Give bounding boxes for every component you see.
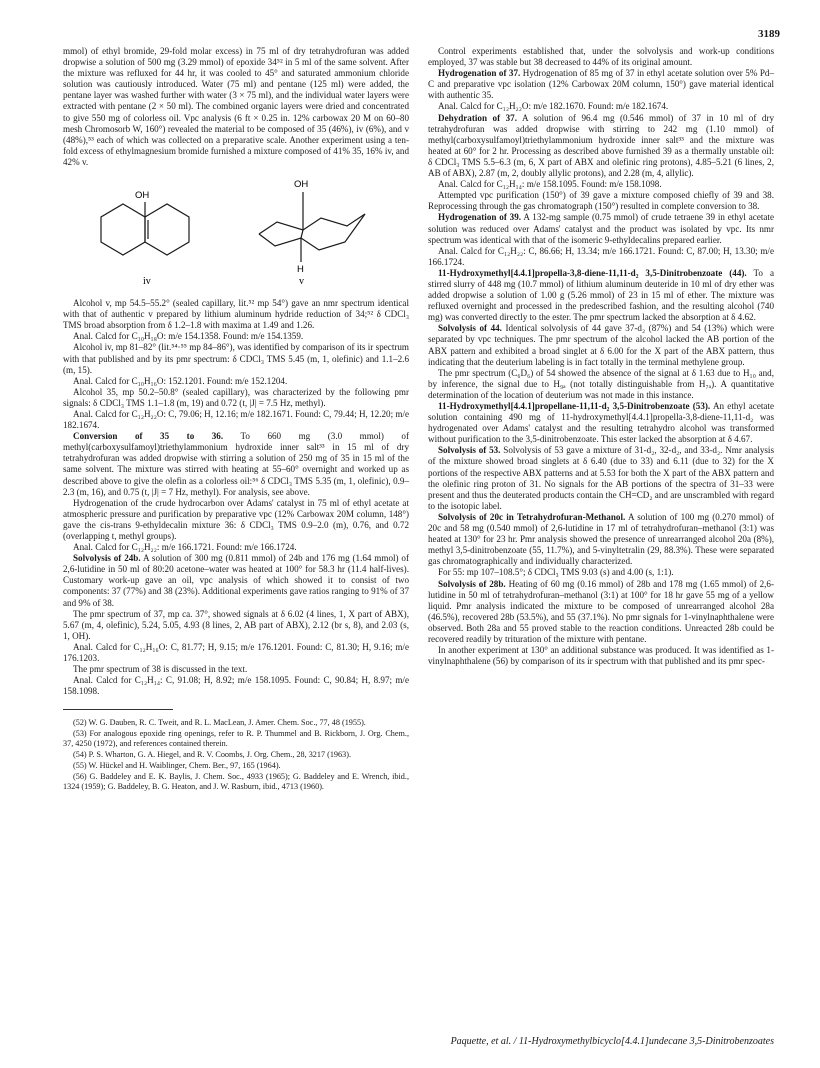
paragraph — [63, 609, 409, 642]
structure-iv — [101, 202, 189, 255]
paragraph — [428, 179, 774, 190]
paragraph — [63, 298, 409, 331]
paragraph-text: To a stirred slurry of 448 mg (10.7 mmol) of lithium aluminum deuteride in 10 ml of dry ether was added dropwise a solution of 1.00 g (5.26 mmol) of 23 in 15 ml of ether. The mixture was refluxed overnight and processed in the predescribed fashion, and the resulting alcohol (740 mg) was converted directly to the ester. The pmr spectrum lacked the absorption at δ 4.62. — [428, 267, 774, 323]
paragraph — [63, 642, 409, 664]
right-column — [428, 46, 774, 667]
footnote: (56) G. Baddeley and E. K. Baylis, J. Chem. Soc., 4933 (1965); G. Baddeley and E. Wrench, ibid., 1324 (1959); G. Baddeley, B. G. Heaton, and J. W. Rasburn, ibid., 4713 (1960). — [63, 772, 409, 792]
paragraph-text: Anal. Calcd for C₁₂H₂₂: m/e 166.1721. Found: m/e 166.1724. — [73, 542, 297, 553]
paragraph-text: Anal. Calcd for C₁₂H₁₄: C, 91.08; H, 8.92; m/e 158.1095. Found: C, 90.84; H, 8.97; m/e 158.1098. — [63, 675, 409, 697]
paragraph — [428, 579, 774, 646]
footnote-rule — [63, 709, 173, 710]
footnote: (52) W. G. Dauben, R. C. Tweit, and R. L. MacLean, J. Amer. Chem. Soc., 77, 48 (1955). — [73, 718, 366, 728]
paragraph-text: A solution of 100 mg (0.270 mmol) of 20c and 58 mg (0.540 mmol) of 2,6-lutidine in 17 ml of tetrahydrofuran–methanol (3:1) was heated at 130° for 23 hr. Pmr analysis showed the presence of unrearranged alcohol 20a (8%), methyl 3,5-dinitrobenzoate (55, 11.7%), and 5-vinyltetralin (29, 88.3%). These were separated gas chromatographically and individually characterized. — [428, 511, 774, 567]
paragraph — [428, 246, 774, 268]
paragraph — [63, 553, 409, 608]
paragraph — [63, 342, 409, 375]
chemical-structures-figure — [63, 172, 409, 292]
paragraph-text: A 132-mg sample (0.75 mmol) of crude tetraene 39 in ethyl acetate solution was reduced over Adams' catalyst and the product was isolated by vpc. Its nmr spectrum was identical with that of the isomeric 9-ethyldecalins prepared earlier. — [428, 212, 774, 245]
paragraph-text: Heating of 60 mg (0.16 mmol) of 28b and 178 mg (1.65 mmol) of 2,6-lutidine in 50 ml of tetrahydrofuran–methanol (3:1) at 100° for 18 hr gave 55 mg of a yellow liquid. Pmr analysis indicated the mixture to be composed of unrearranged alcohol 28a (46.5%), recovered 28b (53.5%), and 55 (37.1%). No pmr signals for 1-vinylnaphthalene were observed. Both 28a and 55 proved stable to the reaction conditions. Unreacted 28b could be recovered readily by trituration of the mixture with pentane. — [428, 578, 775, 644]
paragraph — [428, 190, 774, 212]
paragraph — [63, 542, 409, 553]
paragraph-text: The pmr spectrum of 37, mp ca. 37°, showed signals at δ 6.02 (4 lines, 1, X part of ABX), 5.67 (m, 4, olefinic), 5.24, 5.05, 4.93 (8 lines, 2, AB part of ABX), 2.12 (br s, 8), and 2.03 (s, 1, OH). — [63, 608, 409, 641]
left-experimental-text — [63, 298, 409, 697]
paragraph-text: Solvolysis of 53 gave a mixture of 31-d₂, 32-d₂, and 33-d₂. Nmr analysis of the mixture showed broad singlets at δ 6.40 (due to 33) and 6.11 (due to 32) for the X portions of the respective ABX patterns and at 5.53 for both the X part of the ABX pattern and the olefinic ring proton of 31. No signals for the AB portions of the spectra of 31–33 were present and thus the deuterated products contain the CH=CD₂ and are unscrambled with regard to the isotopic label. — [428, 445, 774, 511]
paragraph — [63, 387, 409, 409]
paragraph-text: A solution of 96.4 mg (0.546 mmol) of 37 in 10 ml of dry tetrahydrofuran was added dropwise with stirring to 242 mg (1.10 mmol) of methyl(carboxysulfamoyl)triethylammonium hydroxide inner salt³³ and the mixture was heated at 60° for 2 hr. Processing as described above furnished 39 as a thermally unstable oil: δ CDCl₃ TMS 5.5–6.3 (m, 6, X part of ABX and olefinic ring protons), 4.85–5.21 (6 lines, 2, AB of ABX), 2.87 (m, 2, doubly allylic protons), and 2.28 (m, 4, allylic). — [428, 112, 774, 179]
run-in-heading: Solvolysis of 20c in Tetrahydrofuran-Methanol. — [438, 511, 626, 522]
left-intro — [63, 46, 409, 168]
chair-bottom-v — [259, 214, 365, 250]
label-iv: iv — [143, 276, 151, 288]
paragraph — [428, 445, 774, 512]
footnote: (53) For analogous epoxide ring openings, refer to R. P. Thummel and B. Rickborn, J. Org. Chem., 37, 4250 (1972), and references contained therein. — [63, 729, 409, 749]
paragraph — [428, 46, 774, 68]
oh-label-iv: OH — [135, 190, 150, 202]
paragraph-text: Attempted vpc purification (150°) of 39 gave a mixture composed chiefly of 39 and 38. Reprocessing through the gas chromatograph (150°) resulted in complete conversion to 38. — [428, 190, 774, 212]
paragraph-text: To 660 mg (3.0 mmol) of methyl(carboxysulfamoyl)triethylammonium hydroxide inner salt³³ in 15 ml of dry tetrahydrofuran was added dropwise with stirring a solution of 250 mg of 35 in 15 ml of the same solvent. The mixture was stirred with heating at 55–60° overnight and worked up as described above to give the olefin as a colorless oil:⁵⁶ δ CDCl₃ TMS 5.35 (m, 1, olefinic), 0.9–2.3 (m, 16), and 0.75 (t, |J| = 7 Hz, methyl). For analysis, see above. — [63, 431, 409, 497]
ring-left-iv — [101, 204, 145, 255]
running-footer: Paquette, et al. / 11-Hydroxymethylbicyclo[4.4.1]undecane 3,5-Dinitrobenzoates — [450, 1036, 774, 1047]
paragraph — [428, 113, 774, 180]
paragraph-text: Anal. Calcd for C₁₂H₁₄: m/e 158.1095. Found: m/e 158.1098. — [438, 179, 662, 190]
paragraph — [63, 409, 409, 431]
paragraph-text: Identical solvolysis of 44 gave 37-d₂ (87%) and 54 (13%) which were separated by vpc techniques. The pmr spectrum of the alcohol lacked the AB portion of the ABX pattern and exhibited a broad singlet at δ 6.00 for the X part of the ABX pattern, thus indicating that the deuterium labeling is in fact totally in the terminal methylene group. — [428, 323, 774, 367]
chair-top-v — [259, 214, 365, 234]
paragraph — [428, 268, 774, 323]
run-in-heading: 11-Hydroxymethyl[4.4.1]propella-3,8-diene-11,11-d₂ 3,5-Dinitrobenzoate (44). — [438, 267, 747, 278]
paragraph — [428, 368, 774, 401]
paragraph — [428, 401, 774, 445]
paragraph-text: Anal. Calcd for C₁₂H₂₂O: m/e 182.1670. Found: m/e 182.1674. — [438, 101, 669, 112]
paragraph — [428, 101, 774, 112]
paragraph — [63, 664, 409, 675]
oh-label-v: OH — [294, 179, 309, 191]
paragraph: mmol) of ethyl bromide, 29-fold molar excess) in 75 ml of dry tetrahydrofuran was added dropwise a solution of 500 mg (3.29 mmol) of epoxide 34⁵² in 5 ml of the same solvent. After the mixture was refluxed for 44 hr, it was cooled to 45° and saturated ammonium chloride solution was cautiously introduced. Water (75 ml) and pentane (125 ml) were added, the pentane layer was washed further with water (3 × 75 ml), and the individual water layers were extracted with pentane (2 × 50 ml). The combined organic layers were dried and concentrated to give 550 mg of colorless oil. Vpc analysis (6 ft × 0.25 in. 12% carbowax 20 M on 60–80 mesh Chromosorb W, 160°) revealed the material to be composed of 35 (46%), iv (6%), and v (48%),⁵³ each of which was collected on a preparative scale. Another experiment using a ten-fold excess of ethylmagnesium bromide furnished a mixture composed of 41% 35, 16% iv, and 42% v. — [63, 46, 409, 167]
left-column — [63, 46, 409, 793]
paragraph-text: Hydrogenation of the crude hydrocarbon over Adams' catalyst in 75 ml of ethyl acetate at atmospheric pressure and purification by preparative vpc (12% Carbowax 20M column, 148°) gave the cis-trans 9-ethyldecalin mixture 36: δ CDCl₃ TMS 0.9–2.0 (m), 0.76, and 0.72 (overlapping t, methyl groups). — [63, 497, 409, 541]
paragraph — [63, 675, 409, 697]
paragraph-text: Anal. Calcd for C₁₂H₁₆O: C, 81.77; H, 9.15; m/e 176.1201. Found: C, 81.30; H, 9.16; m/e 176.1203. — [63, 641, 409, 664]
paragraph — [63, 376, 409, 387]
run-in-heading: Solvolysis of 24b. — [73, 553, 141, 564]
run-in-heading: Hydrogenation of 37. — [438, 68, 521, 79]
run-in-heading: 11-Hydroxymethyl[4.4.1]propellane-11,11-d₂ 3,5-Dinitrobenzoate (53). — [438, 401, 711, 411]
paragraph-text: Hydrogenation of 85 mg of 37 in ethyl acetate solution over 5% Pd–C and preparative vpc isolation (12% Carbowax 20M column, 150°) gave material identical with authentic 35. — [428, 68, 774, 101]
page-number: 3189 — [758, 28, 780, 40]
paragraph-text: An ethyl acetate solution containing 490 mg of 11-hydroxymethyl[4.4.1]propella-3,8-diene-11,11-d₂ was hydrogenated over Adams' catalyst and the resulting tetrahydro alcohol was transformed without purification to the 3,5-dinitrobenzoate. This ester lacked the absorption at δ 4.67. — [428, 401, 774, 445]
paragraph-text: Alcohol v, mp 54.5–55.2° (sealed capillary, lit.⁵² mp 54°) gave an nmr spectrum identical with that of authentic v prepared by lithium aluminum hydride reduction of 34;⁵² δ CDCl₃ TMS broad absorption from δ 1.2–1.8 with maxima at 1.49 and 1.26. — [63, 298, 409, 331]
run-in-heading: Solvolysis of 53. — [438, 445, 501, 456]
structures-svg — [63, 172, 409, 292]
paragraph-text: Alcohol iv, mp 81–82° (lit.⁵⁴·⁵⁵ mp 84–86°), was identified by comparison of its ir spectrum with that published and by its pmr spectrum: δ CDCl₃ TMS 5.45 (m, 1, olefinic) and 1.1–2.6 (m, 15). — [63, 342, 409, 375]
paragraph-text: Anal. Calcd for C₁₀H₁₆O: 152.1201. Found: m/e 152.1204. — [73, 375, 288, 386]
paragraph — [63, 431, 409, 498]
right-experimental-text — [428, 46, 774, 667]
paragraph-text: The pmr spectrum of 38 is discussed in the text. — [73, 664, 248, 675]
run-in-heading: Dehydration of 37. — [438, 112, 517, 123]
paragraph-text: The pmr spectrum (C₆D₆) of 54 showed the absence of the signal at δ 1.63 due to H₁₀ and, by inference, the signal due to H₉ₐ (not totally distinguishable from H₇ₐ). A quantitative determination of the location of deuterium was not made in this instance. — [428, 367, 774, 400]
paragraph-text: In another experiment at 130° an additional substance was produced. It was identified as 1-vinylnaphthalene (56) by comparison of its ir spectrum with that published and its pmr spec- — [428, 645, 774, 667]
h-label-v: H — [297, 264, 304, 276]
run-in-heading: Conversion of 35 to 36. — [73, 431, 224, 442]
paragraph — [428, 68, 774, 101]
paragraph — [63, 498, 409, 542]
paragraph-text: For 55: mp 107–108.5°; δ CDCl₃ TMS 9.03 (s) and 4.00 (s, 1:1). — [438, 567, 674, 578]
paragraph-text: Anal. Calcd for C₁₀H₁₈O: m/e 154.1358. Found: m/e 154.1359. — [73, 331, 304, 342]
footnote: (55) W. Hückel and H. Waiblinger, Chem. Ber., 97, 165 (1964). — [73, 761, 281, 771]
paragraph — [428, 645, 774, 667]
paragraph — [63, 331, 409, 342]
structure-v — [259, 192, 365, 262]
paragraph — [428, 212, 774, 245]
paragraph-text: Alcohol 35, mp 50.2–50.8° (sealed capillary), was characterized by the following pmr signals: δ CDCl₃ TMS 1.1–1.8 (m, 19) and 0.72 (t, |J| = 7.5 Hz, methyl). — [63, 386, 409, 408]
paragraph — [428, 512, 774, 567]
paragraph — [428, 567, 774, 578]
run-in-heading: Solvolysis of 44. — [438, 323, 502, 334]
label-v: v — [299, 276, 304, 288]
ring-fusion-v — [301, 230, 303, 238]
paragraph-text: Anal. Calcd for C₁₂H₂₂: C, 86.66; H, 13.34; m/e 166.1721. Found: C, 87.00; H, 13.30; m/e 166.1724. — [428, 245, 774, 267]
run-in-heading: Solvolysis of 28b. — [438, 578, 506, 589]
ring-right-iv — [145, 204, 189, 255]
paragraph-text: Anal. Calcd for C₁₂H₂₂O: C, 79.06; H, 12.16; m/e 182.1671. Found: C, 79.44; H, 12.20; m/e 182.1674. — [63, 408, 410, 431]
footnote: (54) P. S. Wharton, G. A. Hiegel, and R. V. Coombs, J. Org. Chem., 28, 3217 (1963). — [73, 750, 351, 760]
paragraph — [428, 323, 774, 367]
paragraph-text: A solution of 300 mg (0.811 mmol) of 24b and 176 mg (1.64 mmol) of 2,6-lutidine in 50 ml of 80:20 acetone–water was heated at 100° for 58.3 hr (11.4 half-lives). Customary work-up gave an oil, vpc analysis of which showed it to consist of two components: 37 (77%) and 38 (23%). Additional experiments gave ratios ranging to 91% of 37 and 9% of 38. — [63, 553, 409, 608]
footnotes — [63, 718, 409, 792]
paragraph-text: Control experiments established that, under the solvolysis and work-up conditions employed, 37 was stable but 38 decreased to 44% of its original amount. — [428, 46, 774, 68]
run-in-heading: Hydrogenation of 39. — [438, 212, 522, 223]
